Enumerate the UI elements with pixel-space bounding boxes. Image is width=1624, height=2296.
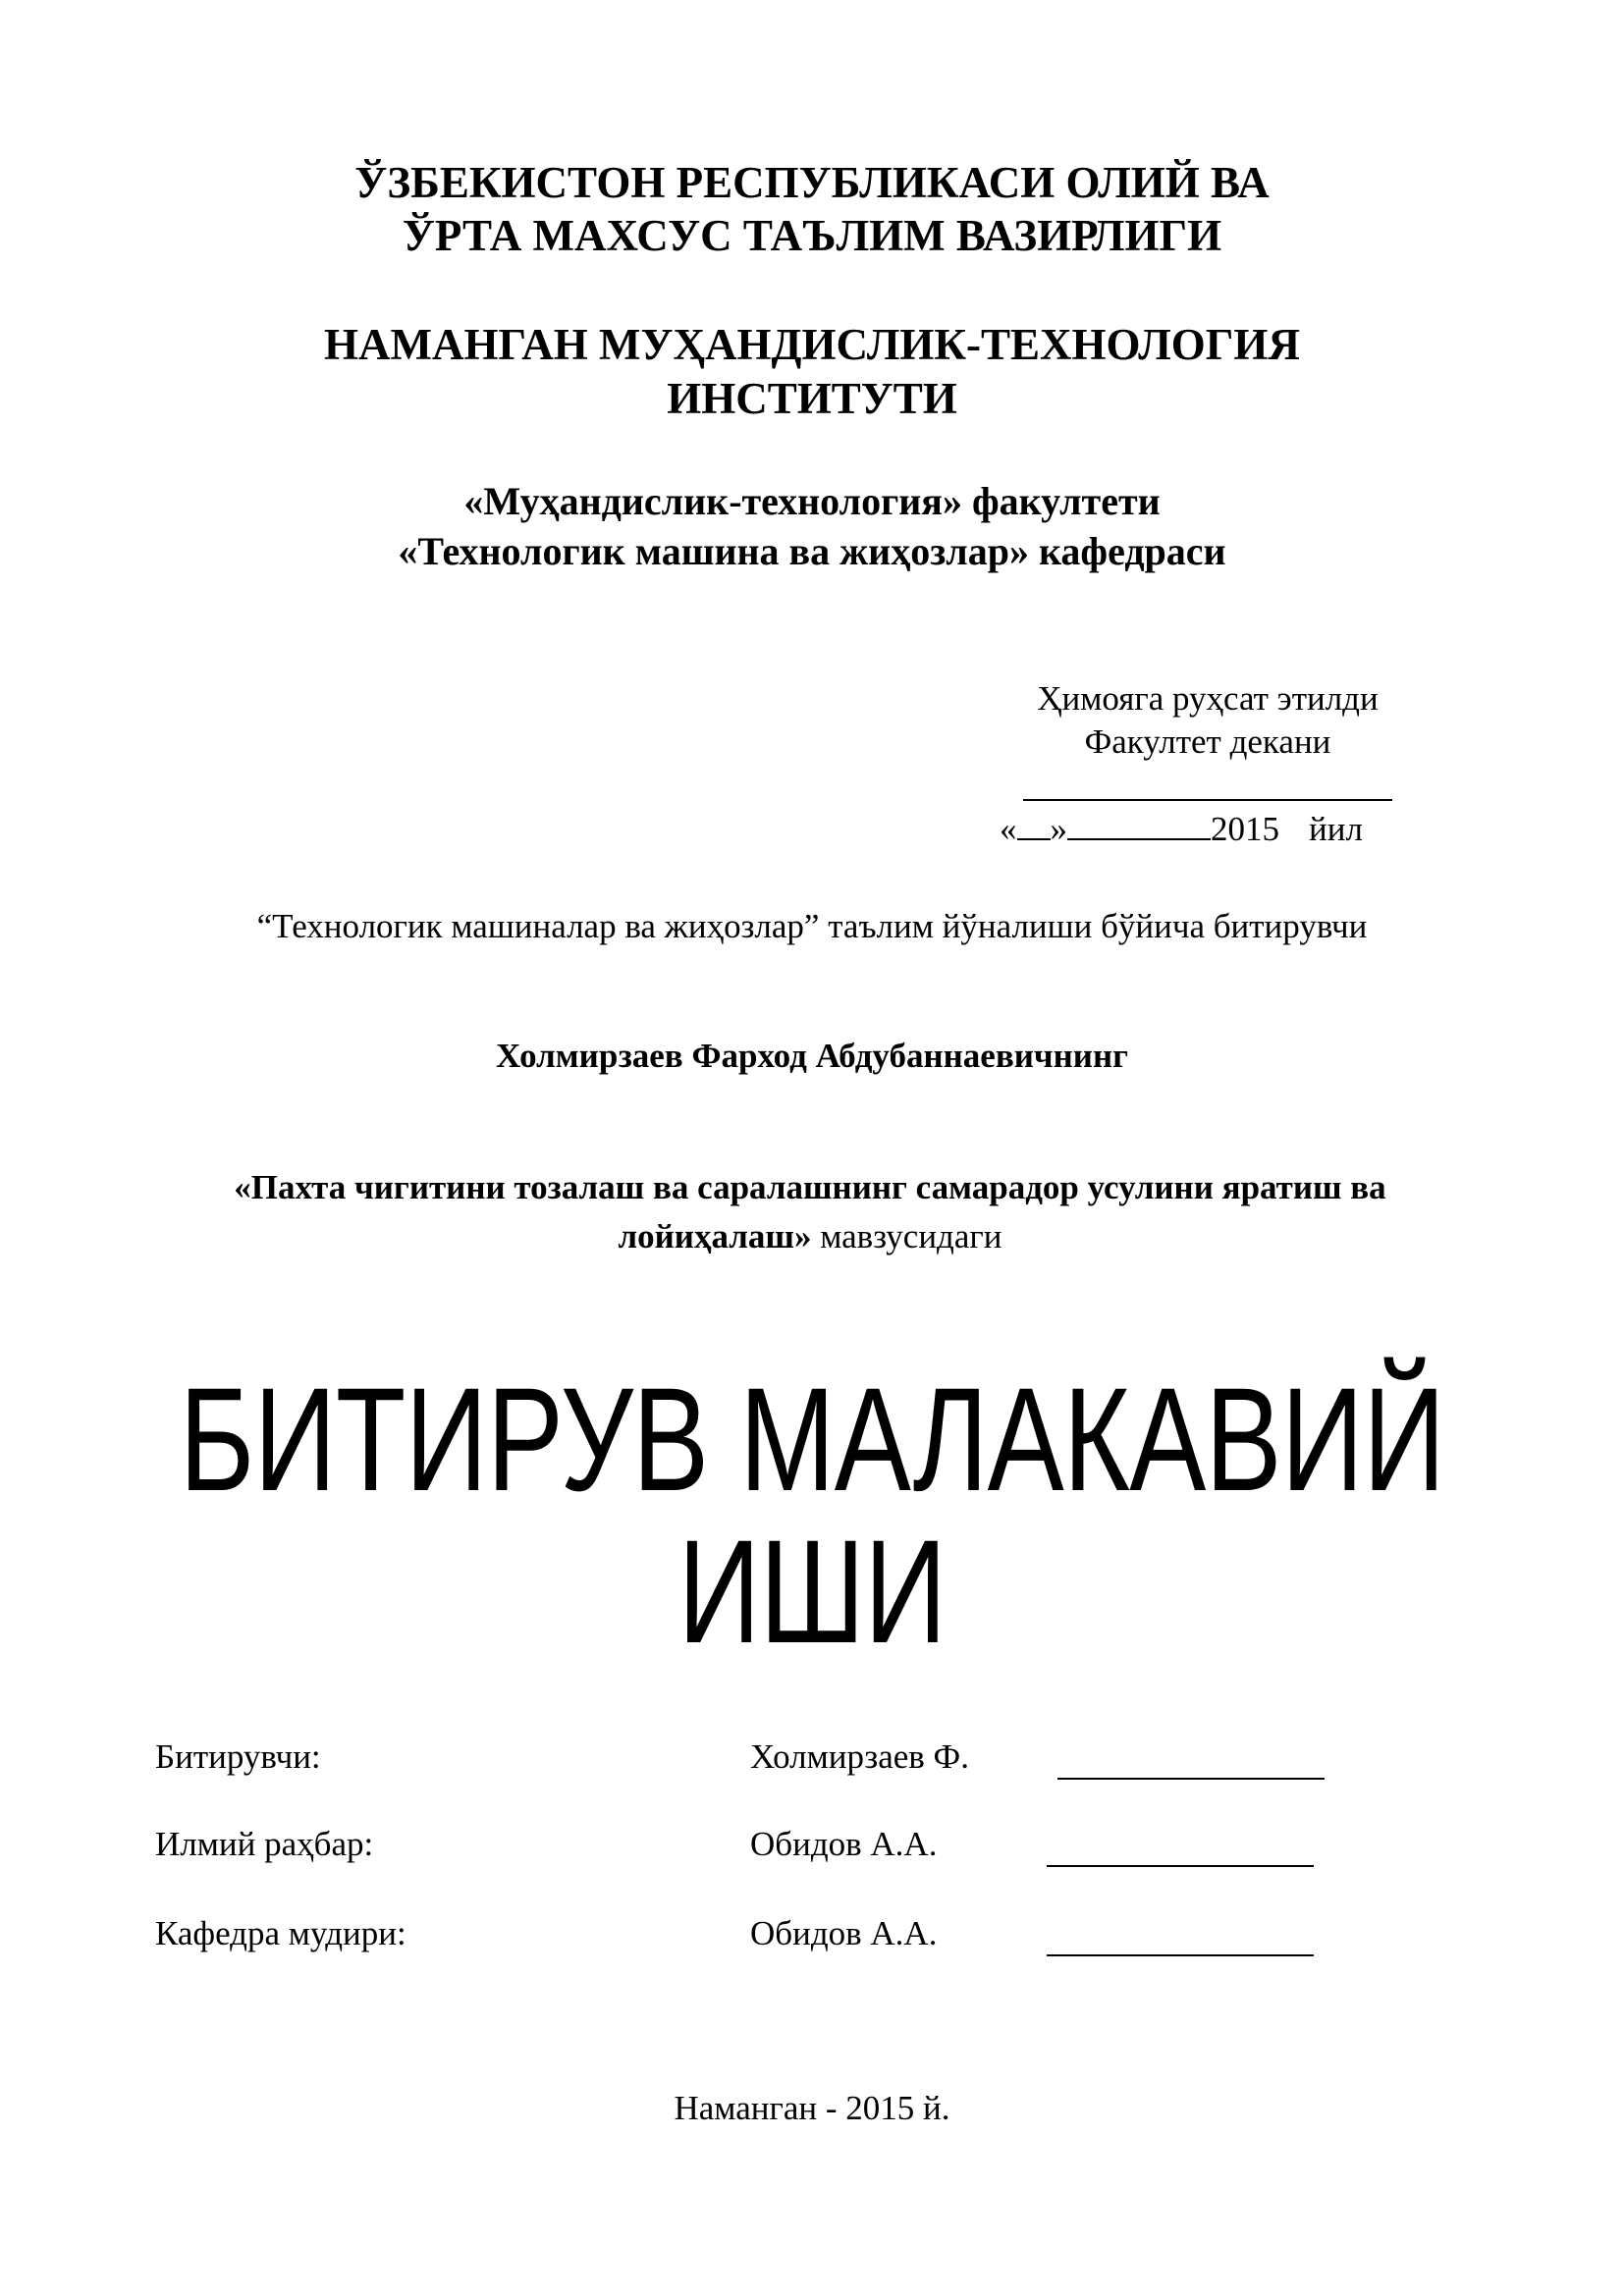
date-day-blank bbox=[1017, 809, 1051, 840]
topic-line2 bbox=[147, 1217, 1473, 1256]
institute-title-line2: ИНСТИТУТИ bbox=[667, 374, 957, 423]
signature-name: Холмирзаев Ф. bbox=[750, 1737, 969, 1776]
approval-line1: Ҳимояга руҳсат этилди bbox=[1037, 679, 1379, 718]
institute-title-line1: НАМАНГАН МУҲАНДИСЛИК-ТЕХНОЛОГИЯ bbox=[324, 320, 1300, 369]
approval-date bbox=[1000, 809, 1363, 849]
department-name: «Технологик машина ва жиҳозлар» кафедраси bbox=[398, 529, 1226, 573]
signature-blank-line bbox=[1047, 1825, 1314, 1867]
dean-signature-line bbox=[1023, 764, 1392, 801]
signature-row-graduate bbox=[0, 1737, 1624, 1787]
signature-role: Кафедра мудири: bbox=[155, 1914, 406, 1952]
signature-blank-line bbox=[1057, 1737, 1325, 1780]
signature-name: Обидов А.А. bbox=[750, 1825, 938, 1863]
signature-role: Илмий раҳбар: bbox=[155, 1825, 374, 1863]
date-year: 2015 bbox=[1211, 810, 1279, 848]
date-year-suffix: йил bbox=[1309, 810, 1363, 848]
faculty-name: «Муҳандислик-технология» факултети bbox=[463, 479, 1161, 523]
date-open-quote: « bbox=[1000, 810, 1017, 848]
city-year-footer: Наманган - 2015 й. bbox=[674, 2089, 950, 2127]
date-year-prefix-blank bbox=[1171, 809, 1211, 840]
ministry-title-line1: ЎЗБЕКИСТОН РЕСПУБЛИКАСИ ОЛИЙ ВА bbox=[354, 158, 1270, 207]
student-name: Холмирзаев Фарход Абдубаннаевичнинг bbox=[495, 1037, 1129, 1075]
approval-line2: Факултет декани bbox=[1084, 722, 1331, 761]
work-title-line1: БИТИРУВ МАЛАКАВИЙ bbox=[179, 1357, 1445, 1522]
signature-row-head bbox=[0, 1914, 1624, 1963]
date-close-quote: » bbox=[1050, 810, 1067, 848]
topic-line1: «Пахта чигитини тозалаш ва саралашнинг самарадор усулини яратиш ва bbox=[234, 1168, 1386, 1206]
signature-name: Обидов А.А. bbox=[750, 1914, 938, 1952]
signature-role: Битирувчи: bbox=[155, 1737, 321, 1776]
topic-suffix: мавзусидаги bbox=[811, 1217, 1002, 1255]
education-direction: “Технологик машиналар ва жиҳозлар” таълим йўналиши бўйича битирувчи bbox=[256, 907, 1368, 945]
signature-row-supervisor bbox=[0, 1825, 1624, 1874]
date-month-blank bbox=[1067, 809, 1171, 840]
signature-blank-line bbox=[1047, 1914, 1314, 1956]
ministry-title-line2: ЎРТА МАХСУС ТАЪЛИМ ВАЗИРЛИГИ bbox=[402, 211, 1222, 260]
work-title-line2: ИШИ bbox=[677, 1509, 947, 1674]
topic-title-end: лойиҳалаш» bbox=[618, 1217, 812, 1255]
